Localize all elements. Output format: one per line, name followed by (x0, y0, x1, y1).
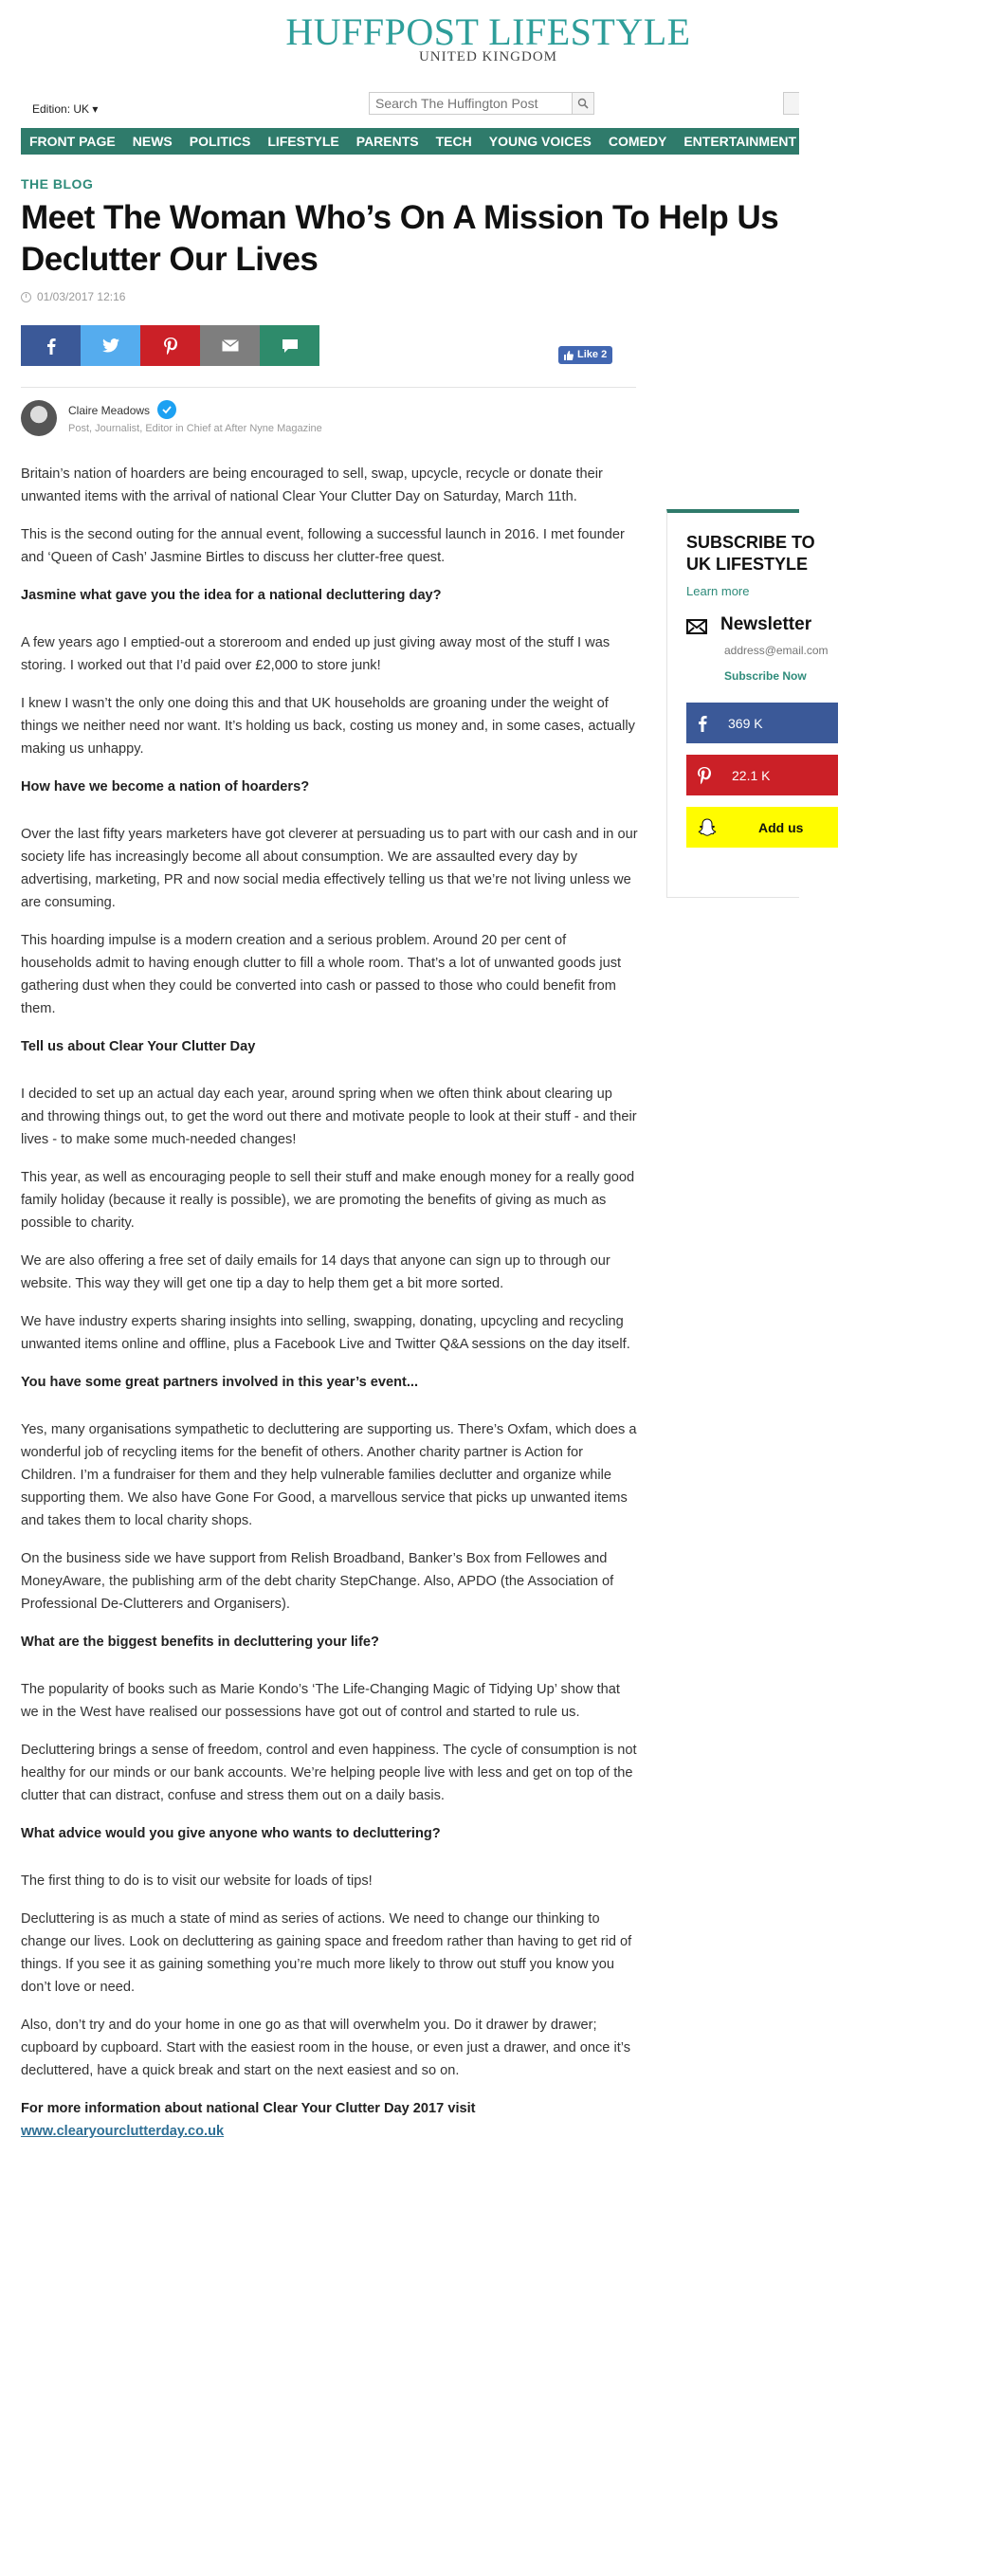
paragraph: The first thing to do is to visit our website for loads of tips! (21, 1873, 373, 1889)
edition-selector[interactable]: Edition: UK ▾ (32, 102, 99, 116)
search-input[interactable] (369, 92, 573, 115)
newsletter-label: Newsletter (720, 614, 812, 634)
paragraph: This is the second outing for the annual event, following a successful launch in 2016. I met founder and ‘Queen of Cash’ Jasmine Birtles to discuss her clutter-free quest. (21, 527, 625, 565)
nav-item-whats-working[interactable]: WHAT'S WORKING (873, 134, 993, 149)
article-title: Meet The Woman Who’s On A Mission To Help Us Declutter Our Lives (21, 199, 779, 278)
share-bar (21, 325, 319, 366)
paragraph: I knew I wasn’t the only one doing this and that UK households are groaning under the weight of things we neither need nor want. It’s holding us back, costing us money and, in some cases, actually making us unhappy. (21, 696, 635, 757)
pinterest-icon (698, 767, 711, 784)
main-nav (21, 128, 993, 155)
nav-item-entertainment[interactable]: ENTERTAINMENT (683, 134, 797, 149)
interview-question: You have some great partners involved in this year’s event... (21, 1375, 419, 1390)
envelope-icon (222, 339, 239, 352)
nav-item-politics[interactable]: POLITICS (189, 134, 251, 149)
author-bio: Post, Journalist, Editor in Chief at After Nyne Magazine (68, 423, 322, 434)
nav-item-tech[interactable]: TECH (435, 134, 472, 149)
author-byline (21, 400, 637, 448)
sidebar-title-line1: SUBSCRIBE TO (686, 533, 815, 552)
paragraph: A few years ago I emptied-out a storeroom and ended up just giving away most of the stuff I was storing. I worked out that I’d paid over £2,000 to store junk! (21, 635, 610, 673)
snapchat-label: Add us (758, 819, 804, 835)
subscribe-sidebar (666, 509, 815, 898)
facebook-icon (46, 338, 56, 355)
like-label: Like 2 (577, 349, 608, 360)
search-button[interactable] (572, 92, 594, 115)
pinterest-follow-button[interactable] (686, 755, 838, 795)
share-pinterest-button[interactable] (140, 325, 200, 366)
search-icon (577, 98, 589, 109)
twitter-icon (102, 338, 119, 353)
snapchat-ghost-icon (698, 818, 717, 837)
interview-question: How have we become a nation of hoarders? (21, 779, 310, 795)
edition-region: UNITED KINGDOM (418, 49, 558, 64)
paragraph: Over the last fifty years marketers have got cleverer at persuading us to part with our cash and in our society life has increasingly become all about consumption. We are assaulted every day by advertising, marketing, PR and now social media effectively telling us that we’re not living unless we are consuming. (21, 827, 638, 910)
article-date: 01/03/2017 12:16 (37, 290, 126, 303)
nav-item-parents[interactable]: PARENTS (355, 134, 419, 149)
facebook-follow-button[interactable] (686, 703, 838, 743)
facebook-icon (698, 715, 707, 732)
paragraph: We are also offering a free set of daily emails for 14 days that anyone can sign up to through our website. This way they will get one tip a day to help them get a bit more sorted. (21, 1253, 610, 1291)
newsletter-email-input[interactable] (724, 644, 838, 657)
article-dateline (21, 290, 125, 303)
pinterest-count: 22.1 K (732, 767, 771, 783)
share-twitter-button[interactable] (81, 325, 140, 366)
more-button[interactable] (783, 92, 799, 115)
snapchat-add-button[interactable] (686, 807, 838, 848)
site-logo[interactable]: HUFFPOST LIFESTYLE (285, 10, 691, 53)
author-name[interactable]: Claire Meadows (68, 404, 151, 417)
paragraph: We have industry experts sharing insights into selling, swapping, donating, upcycling and recycling unwanted items online and offline, plus a Facebook Live and Twitter Q&A sessions on the day itself. (21, 1314, 630, 1352)
paragraph: On the business side we have support from Relish Broadband, Banker’s Box from Fellowes and MoneyAware, the publishing arm of the debt charity StepChange. Also, APDO (the Association of Professional De-Clutterers and Organisers). (21, 1551, 614, 1612)
share-email-button[interactable] (200, 325, 260, 366)
paragraph: Yes, many organisations sympathetic to decluttering are supporting us. There’s Oxfam, which does a wonderful job of recycling items for the benefit of others. Another charity partner is Action for Children. I’m a fundraiser for them and they help vulnerable families declutter and organize while supporting them. We also have Gone For Good, a marvellous service that picks up unwanted items and takes them to local charity shops. (21, 1422, 637, 1528)
nav-item-front-page[interactable]: FRONT PAGE (29, 134, 116, 149)
interview-question: What are the biggest benefits in decluttering your life? (21, 1635, 379, 1650)
nav-item-style[interactable]: STYLE (813, 134, 857, 149)
website-link[interactable]: www.clearyourclutterday.co.uk (21, 2124, 225, 2139)
divider (21, 387, 636, 388)
section-label[interactable]: THE BLOG (21, 176, 94, 192)
verified-badge-icon (157, 400, 176, 419)
paragraph: Britain’s nation of hoarders are being encouraged to sell, swap, upcycle, recycle or donate their unwanted items with the arrival of national Clear Your Clutter Day on Saturday, March 11th. (21, 466, 603, 504)
article-body (21, 463, 639, 2143)
interview-question: Jasmine what gave you the idea for a national decluttering day? (21, 588, 442, 603)
learn-more-link[interactable]: Learn more (686, 584, 750, 598)
closing-note (21, 2097, 639, 2143)
share-facebook-button[interactable] (21, 325, 81, 366)
comment-icon (282, 338, 299, 354)
comment-button[interactable] (260, 325, 319, 366)
paragraph: Decluttering is as much a state of mind as series of actions. We need to change our thinking to change our lives. Look on decluttering as gaining space and freedom rather than having to get rid of things. If you see it as gaining something you’re much more likely to throw out stuff you know you don’t love or need. (21, 1911, 632, 1995)
subscribe-button[interactable]: Subscribe Now (724, 669, 807, 683)
nav-item-comedy[interactable]: COMEDY (608, 134, 667, 149)
interview-question: Tell us about Clear Your Clutter Day (21, 1039, 256, 1054)
nav-item-lifestyle[interactable]: LIFESTYLE (267, 134, 339, 149)
closing-text: For more information about national Clear Your Clutter Day 2017 visit (21, 2101, 476, 2116)
newsletter-envelope-icon (686, 619, 707, 634)
author-avatar[interactable] (21, 400, 57, 436)
thumbs-up-icon (564, 351, 574, 360)
sidebar-title (686, 532, 876, 575)
paragraph: Also, don’t try and do your home in one go as that will overwhelm you. Do it drawer by drawer; cupboard by cupboard. Start with the easiest room in the house, or even just a drawer, and once it’s decluttered, have a quick break and start on the next easiest and so on. (21, 2018, 631, 2078)
pinterest-icon (164, 338, 177, 355)
nav-item-news[interactable]: NEWS (132, 134, 173, 149)
paragraph: This hoarding impulse is a modern creation and a serious problem. Around 20 per cent of households admit to having enough clutter to fill a whole room. That’s a lot of unwanted goods just gathering dust when they could be converted into cash or passed to those who could benefit from them. (21, 933, 622, 1016)
sidebar-title-line2: UK LIFESTYLE (686, 555, 809, 574)
clock-icon (21, 292, 31, 302)
facebook-like-button[interactable] (558, 346, 612, 364)
paragraph: Decluttering brings a sense of freedom, control and even happiness. The cycle of consumption is not healthy for our minds or our bank accounts. We’re helping people live with less and get on top of the clutter that can distract, confuse and stress them out on a daily basis. (21, 1743, 637, 1803)
paragraph: I decided to set up an actual day each year, around spring when we often think about clearing up and throwing things out, to get the word out there and motivate people to look at their stuff - and their lives - to make some much-needed changes! (21, 1087, 637, 1147)
paragraph: The popularity of books such as Marie Kondo’s ‘The Life-Changing Magic of Tidying Up’ show that we in the West have realised our possessions have got out of control and started to rule us. (21, 1682, 620, 1720)
masthead (0, 0, 799, 76)
paragraph: This year, as well as encouraging people to sell their stuff and make enough money for a really good family holiday (because it really is possible), we are promoting the benefits of giving as much as possible to charity. (21, 1170, 635, 1231)
facebook-count: 369 K (728, 715, 763, 731)
nav-item-young-voices[interactable]: YOUNG VOICES (488, 134, 592, 149)
interview-question: What advice would you give anyone who wants to decluttering? (21, 1826, 441, 1841)
